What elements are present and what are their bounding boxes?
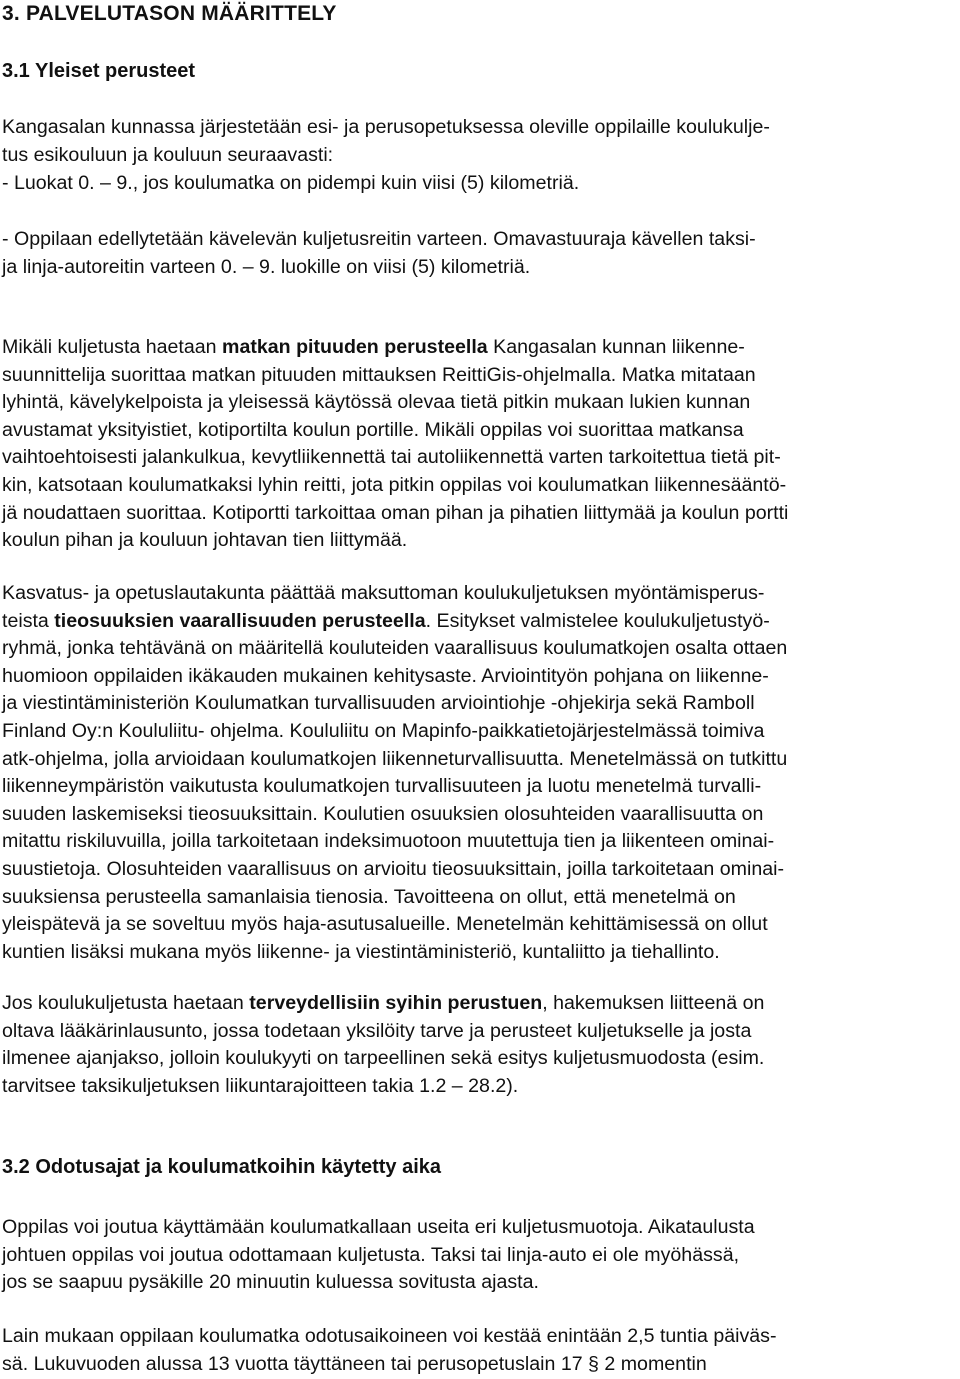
- text-line: liikenneympäristön vaikutusta koulumatkojen turvallisuuteen ja luotu menetelmä turvalli-: [2, 775, 762, 798]
- bold-phrase: matkan pituuden perusteella: [222, 336, 488, 358]
- text-line: suunnittelija suorittaa matkan pituuden mittauksen ReittiGis-ohjelmalla. Matka mitataan: [2, 363, 756, 386]
- text-line: avustamat yksityistiet, kotiportilta koulun portille. Mikäli oppilas voi suorittaa matkansa: [2, 418, 744, 441]
- text-line: ja viestintäministeriön Koulumatkan turvallisuuden arviointiohje -ohjekirja sekä Ramboll: [2, 692, 755, 715]
- paragraph-law: [2, 1323, 957, 1378]
- text-line: Kangasalan kunnassa järjestetään esi- ja perusopetuksessa oleville oppilaille koulukulje-: [2, 116, 770, 138]
- text-line: suuksiensa perusteella samanlaisia tienosia. Tavoitteena on ollut, että menetelmä on: [2, 885, 736, 908]
- text-line: - Luokat 0. – 9., jos koulumatka on pidempi kuin viisi (5) kilometriä.: [2, 172, 580, 194]
- text-line: ilmenee ajanjakso, jolloin koulukyyti on tarpeellinen sekä esitys kuljetusmuodosta (esim.: [2, 1047, 765, 1070]
- text-line: - Oppilaan edellytetään kävelevän kuljetusreitin varteen. Omavastuuraja kävellen taksi-: [2, 228, 756, 250]
- paragraph-grades: [2, 170, 957, 198]
- text-line: atk-ohjelma, jolla arvioidaan koulumatkojen liikenneturvallisuutta. Menetelmässä on tutkittu: [2, 747, 788, 770]
- text-line: Oppilas voi joutua käyttämään koulumatkallaan useita eri kuljetusmuotoja. Aikataulusta: [2, 1216, 755, 1238]
- bold-phrase: terveydellisiin syihin perustuen: [249, 992, 543, 1014]
- text-line: tus esikouluun ja kouluun seuraavasti:: [2, 143, 334, 166]
- text-fragment: Mikäli kuljetusta haetaan: [2, 336, 223, 358]
- text-line: jos se saapuu pysäkille 20 minuutin kuluessa sovitusta ajasta.: [2, 1271, 539, 1294]
- text-fragment: Jos koulukuljetusta haetaan: [2, 992, 250, 1014]
- text-line: lyhintä, kävelykelpoista ja yleisessä käytössä olevaa tietä pitkin mukaan lukien kunnan: [2, 391, 751, 414]
- paragraph-health: [2, 990, 957, 1100]
- text-line: sä. Lukuvuoden alussa 13 vuotta täyttäneen tai perusopetuslain 17 § 2 momentin: [2, 1352, 707, 1375]
- paragraph-waiting: [2, 1214, 957, 1297]
- text-fragment: teista: [2, 609, 55, 632]
- text-line: huomioon oppilaiden ikäkauden mukainen kehitysaste. Arviointityön pohjana on liikenne-: [2, 664, 769, 687]
- paragraph-danger: [2, 580, 957, 966]
- section-heading: 3. PALVELUTASON MÄÄRITTELY: [2, 2, 337, 25]
- text-fragment: Kangasalan kunnan liikenne-: [487, 336, 745, 358]
- text-fragment: . Esitykset valmistelee koulukuljetustyö-: [425, 609, 770, 632]
- text-line: jä noudattaen suorittaa. Kotiportti tarkoittaa oman pihan ja pihatien liittymää ja koulun portti: [2, 501, 789, 524]
- bold-phrase: tieosuuksien vaarallisuuden perusteella: [54, 609, 426, 632]
- paragraph-walking: [2, 226, 957, 281]
- subsection-heading-3-2: 3.2 Odotusajat ja koulumatkoihin käytetty aika: [2, 1156, 442, 1178]
- text-line: [2, 608, 957, 636]
- text-line: koulun pihan ja kouluun johtavan tien liittymää.: [2, 529, 408, 552]
- text-line: suuden laskemiseksi tieosuuksittain. Koulutien osuuksien olosuhteiden vaarallisuutta on: [2, 802, 764, 825]
- text-line: tarvitsee taksikuljetuksen liikuntarajoitteen takia 1.2 – 28.2).: [2, 1074, 519, 1097]
- text-line: [2, 990, 957, 1018]
- text-line: yleispätevä ja se soveltuu myös haja-asutusalueille. Menetelmän kehittämisessä on ollut: [2, 913, 768, 936]
- text-line: mitattu riskiluvuilla, joilla tarkoitetaan indeksimuotoon muutettuja tien ja liikenteen ominai-: [2, 830, 775, 853]
- text-line: Kasvatus- ja opetuslautakunta päättää maksuttoman koulukuljetuksen myöntämisperus-: [2, 582, 765, 604]
- subsection-heading-3-1: 3.1 Yleiset perusteet: [2, 60, 196, 82]
- text-line: Lain mukaan oppilaan koulumatka odotusaikoineen voi kestää enintään 2,5 tuntia päiväs-: [2, 1325, 777, 1347]
- paragraph-distance: [2, 334, 957, 555]
- paragraph-intro: [2, 114, 957, 169]
- text-line: kin, katsotaan koulumatkaksi lyhin reitti, jota pitkin oppilas voi koulumatkan liikennesääntö-: [2, 473, 787, 496]
- text-line: ryhmä, jonka tehtävänä on määritellä kouluteiden vaarallisuus koulumatkojen osalta ottaen: [2, 637, 788, 660]
- text-fragment: , hakemuksen liitteenä on: [542, 992, 765, 1014]
- text-line: suustietoja. Olosuhteiden vaarallisuus on arvioitu tieosuuksittain, joilla tarkoitetaan ominai-: [2, 857, 784, 880]
- text-line: kuntien lisäksi mukana myös liikenne- ja viestintäministeriö, kuntaliitto ja tiehallinto.: [2, 940, 720, 963]
- text-line: [2, 334, 957, 362]
- text-line: ja linja-autoreitin varteen 0. – 9. luokille on viisi (5) kilometriä.: [2, 255, 531, 278]
- text-line: johtuen oppilas voi joutua odottamaan kuljetusta. Taksi tai linja-auto ei ole myöhässä,: [2, 1243, 740, 1266]
- text-line: vaihtoehtoisesti jalankulkua, kevytliikennettä tai autoliikennettä varten tarkoitettua tietä pit-: [2, 446, 781, 469]
- text-line: Finland Oy:n Koululiitu- ohjelma. Koululiitu on Mapinfo-paikkatietojärjestelmässä toimiva: [2, 719, 765, 742]
- text-line: oltava lääkärinlausunto, jossa todetaan yksilöity tarve ja perusteet kuljetukselle ja josta: [2, 1019, 752, 1042]
